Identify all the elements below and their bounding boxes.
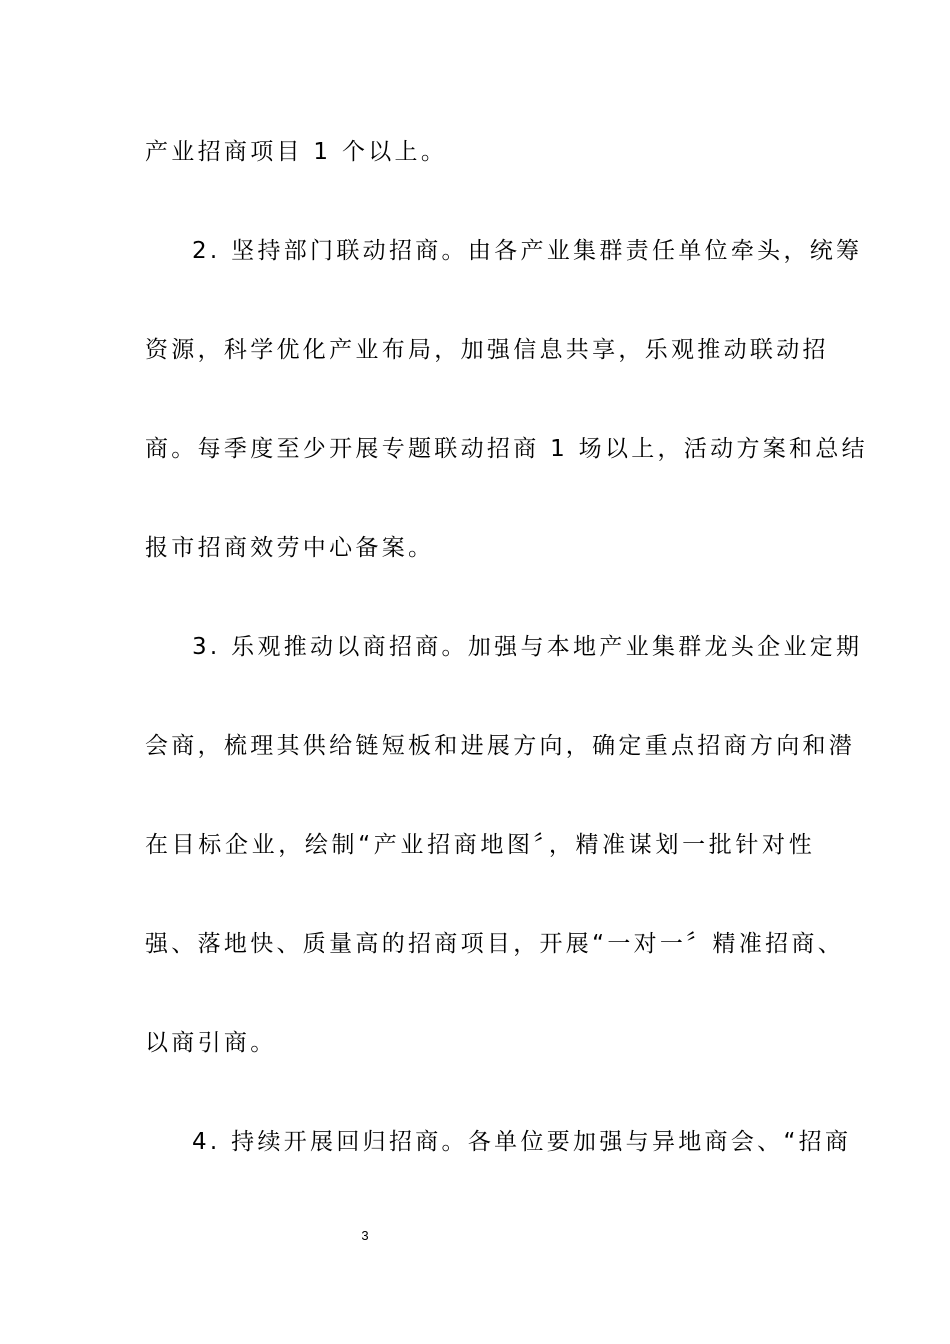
- text-line-9: 强、落地快、质量高的招商项目，开展“一对一〞精准招商、: [145, 931, 845, 957]
- text-line-3: 资源，科学优化产业布局，加强信息共享，乐观推动联动招: [145, 337, 829, 363]
- text-line-10: 以商引商。: [145, 1030, 277, 1056]
- text-line-8: 在目标企业，绘制“产业招商地图〞，精准谋划一批针对性: [145, 832, 815, 858]
- text-line-5: 报市招商效劳中心备案。: [145, 535, 435, 561]
- page-number: 3: [361, 1228, 369, 1243]
- text-line-6: 3. 乐观推动以商招商。加强与本地产业集群龙头企业定期: [192, 634, 863, 660]
- text-line-1: 产业招商项目 1 个以上。: [145, 139, 448, 165]
- text-line-4: 商。每季度至少开展专题联动招商 1 场以上，活动方案和总结: [145, 436, 868, 462]
- text-line-11: 4. 持续开展回归招商。各单位要加强与异地商会、“招商: [192, 1129, 852, 1155]
- text-line-2: 2. 坚持部门联动招商。由各产业集群责任单位牵头，统筹: [192, 238, 863, 264]
- text-line-7: 会商，梳理其供给链短板和进展方向，确定重点招商方向和潜: [145, 733, 856, 759]
